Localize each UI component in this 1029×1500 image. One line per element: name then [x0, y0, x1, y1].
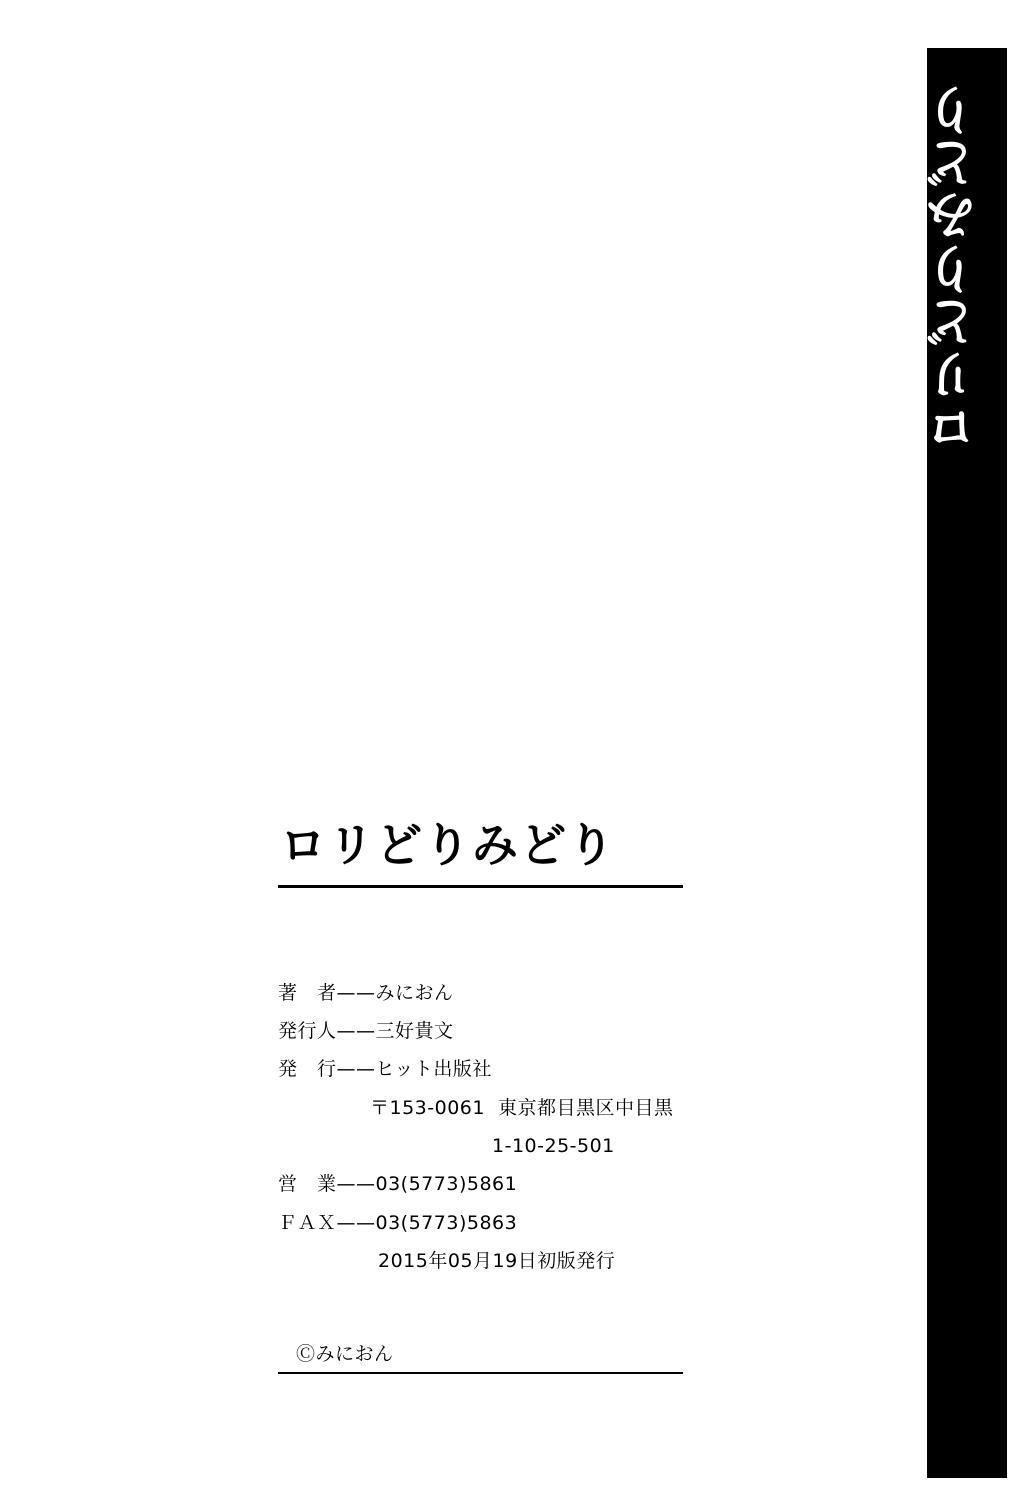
- credit-fax: ＦＡＸ——03(5773)5863: [278, 1211, 518, 1234]
- credit-author: 著 者——みにおん: [278, 981, 454, 1004]
- credit-publisher-person: 発行人——三好貴文: [278, 1019, 454, 1042]
- credit-sales-phone: 営 業——03(5773)5861: [278, 1173, 518, 1196]
- credit-publication-date: 2015年05月19日初版発行: [378, 1250, 616, 1273]
- copyright-block: [278, 1339, 683, 1374]
- credit-address-line1: 〒153-0061 東京都目黒区中目黒: [370, 1096, 674, 1119]
- credit-publisher: 発 行——ヒット出版社: [278, 1058, 492, 1081]
- title-divider: [278, 885, 683, 888]
- credit-address-line2: 1-10-25-501: [492, 1135, 615, 1158]
- bottom-divider: [278, 1372, 683, 1374]
- credits-list: [278, 974, 683, 1281]
- copyright-notice: Ⓒみにおん: [296, 1342, 394, 1365]
- book-title: ロリどりみどり: [280, 818, 616, 872]
- spine-title: ロリどりみどり: [926, 84, 986, 456]
- colophon-block: [278, 820, 683, 1374]
